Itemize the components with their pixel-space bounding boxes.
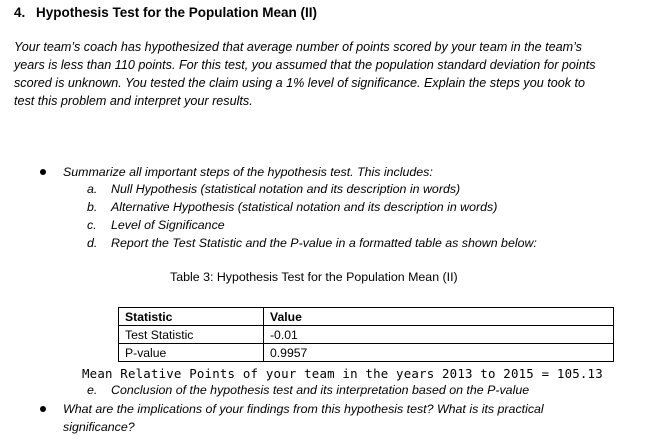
bullet-text: Summarize all important steps of the hypothesis test. This includes: <box>63 165 433 179</box>
subitem-marker: d. <box>87 236 98 250</box>
table-header-row <box>119 308 614 326</box>
subitem-c <box>87 216 225 234</box>
table-cell: 0.9957 <box>264 344 614 362</box>
section-title: Hypothesis Test for the Population Mean (II) <box>36 5 318 20</box>
bullet-text: significance? <box>63 420 135 434</box>
subitem-text: Report the Test Statistic and the P-value in a formatted table as shown below: <box>111 236 537 250</box>
subitem-a <box>87 180 460 198</box>
problem-paragraph <box>14 38 640 110</box>
paragraph-line: Your team’s coach has hypothesized that average number of points scored by your team in the team’s <box>14 40 582 54</box>
subitem-marker: a. <box>87 182 98 196</box>
subitem-b <box>87 198 497 216</box>
subitem-text: Alternative Hypothesis (statistical notation and its description in words) <box>111 200 498 214</box>
header-value: Value <box>264 308 614 326</box>
section-heading <box>14 5 317 20</box>
subitem-text: Conclusion of the hypothesis test and its interpretation based on the P-value <box>111 383 530 397</box>
bullet-dot-icon <box>40 406 46 412</box>
subitem-d <box>87 234 537 252</box>
subitem-e <box>87 381 529 399</box>
bullet-text: What are the implications of your findings from this hypothesis test? What is its practical <box>63 402 544 416</box>
table-caption: Table 3: Hypothesis Test for the Population Mean (II) <box>170 270 458 284</box>
table-row <box>119 326 614 344</box>
paragraph-line: test this problem and interpret your results. <box>14 94 253 108</box>
paragraph-line: years is less than 110 points. For this test, you assumed that the population standard deviation for points <box>14 58 596 72</box>
subitem-text: Null Hypothesis (statistical notation and its description in words) <box>111 182 461 196</box>
paragraph-line: scored is unknown. You tested the claim using a 1% level of significance. Explain the steps you took to <box>14 76 586 90</box>
hypothesis-table <box>118 307 614 362</box>
subitem-marker: b. <box>87 200 98 214</box>
subitem-marker: c. <box>87 218 97 232</box>
mean-points-output: Mean Relative Points of your team in the years 2013 to 2015 = 105.13 <box>82 366 603 381</box>
table-cell: Test Statistic <box>119 326 264 344</box>
table-row <box>119 344 614 362</box>
section-number: 4. <box>14 5 26 20</box>
table-cell: P-value <box>119 344 264 362</box>
header-statistic: Statistic <box>119 308 264 326</box>
table-cell: -0.01 <box>264 326 614 344</box>
subitem-marker: e. <box>87 383 98 397</box>
subitem-text: Level of Significance <box>111 218 225 232</box>
bullet-dot-icon <box>40 169 46 175</box>
